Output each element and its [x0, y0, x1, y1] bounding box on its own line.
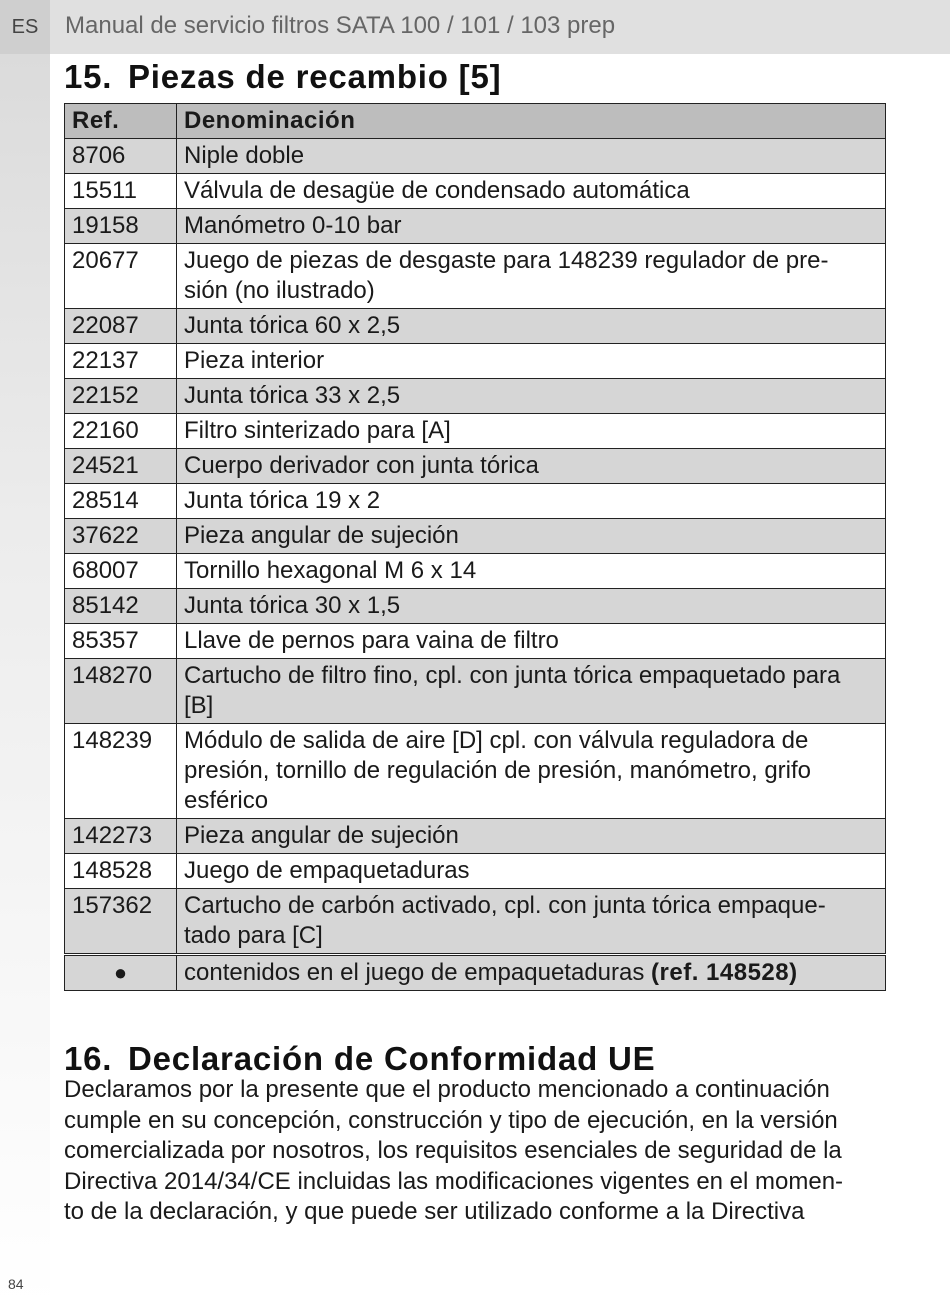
part-name: Junta tórica 30 x 1,5 [177, 589, 886, 624]
part-name-line: presión, tornillo de regulación de presión, manómetro, grifo [184, 757, 812, 784]
left-margin-band [0, 0, 50, 1306]
column-header-name: Denominación [177, 104, 886, 139]
part-ref: 148528 [65, 854, 177, 889]
part-name: Llave de pernos para vaina de filtro [177, 624, 886, 659]
part-name-line: tado para [C] [184, 922, 323, 949]
part-name-line: esférico [184, 787, 269, 814]
bullet-icon: ● [65, 956, 177, 991]
table-row [65, 209, 886, 244]
table-row [65, 659, 886, 724]
table-row [65, 484, 886, 519]
table-header-row [65, 104, 886, 139]
section-15-number: 15. [64, 58, 113, 95]
table-row [65, 724, 886, 819]
table-row [65, 379, 886, 414]
part-name-line: Cartucho de carbón activado, cpl. con junta tórica empaque- [184, 892, 826, 919]
part-ref: 148270 [65, 659, 177, 724]
declaration-paragraph [64, 1075, 886, 1228]
part-name [177, 724, 886, 819]
part-ref: 19158 [65, 209, 177, 244]
part-ref: 22160 [65, 414, 177, 449]
part-name: Tornillo hexagonal M 6 x 14 [177, 554, 886, 589]
table-row [65, 519, 886, 554]
paragraph-line: Directiva 2014/34/CE incluidas las modificaciones vigentes en el momen- [64, 1167, 844, 1195]
spare-parts-table [64, 103, 886, 954]
language-tab: ES [0, 0, 50, 54]
table-row [65, 414, 886, 449]
part-name: Pieza angular de sujeción [177, 819, 886, 854]
part-ref: 37622 [65, 519, 177, 554]
spare-parts-rows [65, 139, 886, 954]
part-name: Válvula de desagüe de condensado automática [177, 174, 886, 209]
part-ref: 28514 [65, 484, 177, 519]
table-row [65, 589, 886, 624]
paragraph-line: comercializada por nosotros, los requisitos esenciales de seguridad de la [64, 1137, 842, 1164]
page-number: 84 [8, 1276, 24, 1292]
part-ref: 8706 [65, 139, 177, 174]
manual-title: Manual de servicio filtros SATA 100 / 101 / 103 prep [65, 12, 616, 39]
table-row [65, 449, 886, 484]
part-ref: 20677 [65, 244, 177, 309]
part-ref: 15511 [65, 174, 177, 209]
section-16-heading [64, 1040, 655, 1078]
table-row [65, 139, 886, 174]
part-ref: 148239 [65, 724, 177, 819]
section-16-title: Declaración de Conformidad UE [128, 1040, 656, 1077]
part-name: Junta tórica 33 x 2,5 [177, 379, 886, 414]
paragraph-line: Declaramos por la presente que el producto mencionado a continuación [64, 1076, 830, 1103]
part-ref: 157362 [65, 889, 177, 954]
part-name: Filtro sinterizado para [A] [177, 414, 886, 449]
table-row [65, 244, 886, 309]
part-name-line: Cartucho de filtro fino, cpl. con junta tórica empaquetado para [184, 662, 841, 689]
part-name: Pieza interior [177, 344, 886, 379]
part-name-line: Juego de piezas de desgaste para 148239 regulador de pre- [184, 247, 829, 274]
part-ref: 22152 [65, 379, 177, 414]
part-ref: 24521 [65, 449, 177, 484]
part-name-line: Módulo de salida de aire [D] cpl. con válvula reguladora de [184, 727, 809, 754]
part-name-line: sión (no ilustrado) [184, 277, 375, 304]
table-row [65, 889, 886, 954]
table-row [65, 624, 886, 659]
section-15-heading [64, 58, 501, 96]
legend-text [177, 956, 886, 991]
table-row [65, 819, 886, 854]
part-name [177, 244, 886, 309]
part-name: Niple doble [177, 139, 886, 174]
part-ref: 85142 [65, 589, 177, 624]
table-row [65, 344, 886, 379]
part-ref: 22087 [65, 309, 177, 344]
part-name: Junta tórica 60 x 2,5 [177, 309, 886, 344]
legend-table [64, 955, 886, 991]
table-row [65, 174, 886, 209]
part-name [177, 659, 886, 724]
section-15-title: Piezas de recambio [5] [128, 58, 502, 95]
part-ref: 85357 [65, 624, 177, 659]
part-name [177, 889, 886, 954]
legend-row [65, 956, 886, 991]
part-ref: 68007 [65, 554, 177, 589]
part-name: Manómetro 0-10 bar [177, 209, 886, 244]
paragraph-line: to de la declaración, y que puede ser utilizado conforme a la Directiva [64, 1198, 805, 1225]
legend-reference: (ref. 148528) [651, 959, 798, 986]
column-header-ref: Ref. [65, 104, 177, 139]
part-name: Pieza angular de sujeción [177, 519, 886, 554]
legend-description: contenidos en el juego de empaquetaduras [184, 959, 652, 986]
part-name-line: [B] [184, 692, 214, 719]
table-row [65, 309, 886, 344]
table-row [65, 554, 886, 589]
section-16-number: 16. [64, 1040, 113, 1077]
table-row [65, 854, 886, 889]
part-name: Cuerpo derivador con junta tórica [177, 449, 886, 484]
paragraph-line: cumple en su concepción, construcción y tipo de ejecución, en la versión [64, 1106, 838, 1134]
part-name: Junta tórica 19 x 2 [177, 484, 886, 519]
part-name: Juego de empaquetaduras [177, 854, 886, 889]
part-ref: 22137 [65, 344, 177, 379]
part-ref: 142273 [65, 819, 177, 854]
